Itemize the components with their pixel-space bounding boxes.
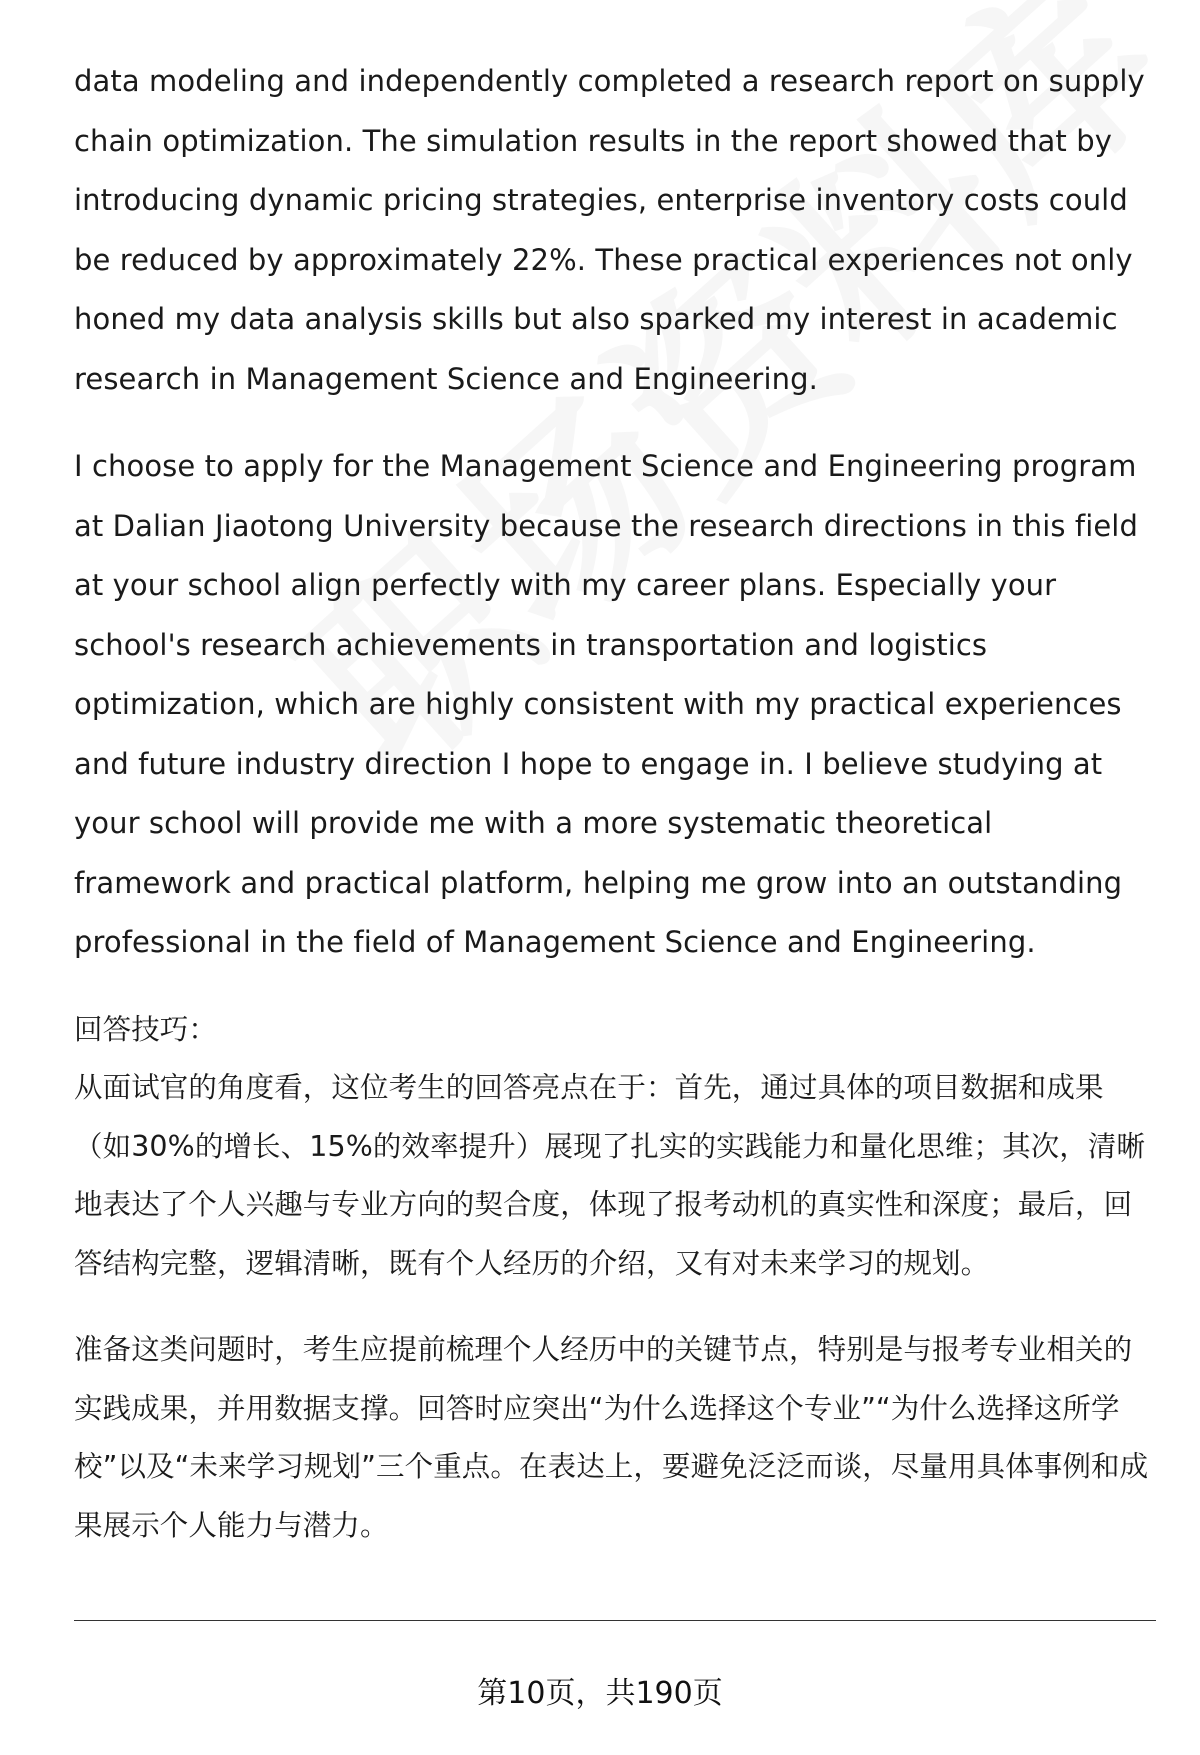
tips-heading: 回答技巧： bbox=[74, 1012, 218, 1046]
tips-paragraph-2: 准备这类问题时，考生应提前梳理个人经历中的关键节点，特别是与报考专业相关的实践成果，并用数据支撑。回答时应突出“为什么选择这个专业”“为什么选择这所学校”以及“未来学习规划”三个重点。在表达上，要避免泛泛而谈，尽量用具体事例和成果展示个人能力与潜力。 bbox=[74, 1333, 1149, 1542]
tips-paragraph-1: 从面试官的角度看，这位考生的回答亮点在于：首先，通过具体的项目数据和成果（如30%的增长、15%的效率提升）展现了扎实的实践能力和量化思维；其次，清晰地表达了个人兴趣与专业方向的契合度，体现了报考动机的真实性和深度；最后，回答结构完整，逻辑清晰，既有个人经历的介绍，又有对未来学习的规划。 bbox=[74, 1071, 1146, 1280]
footer-divider bbox=[74, 1620, 1156, 1621]
page-number: 第10页，共190页 bbox=[477, 1676, 723, 1711]
page-content bbox=[74, 52, 1156, 1555]
body-paragraph-2: I choose to apply for the Management Science and Engineering program at Dalian Jiaotong University because the research directions in this field at your school align perfectly with my career plans. Especially your school's research achievements in transportation and logistics optimization, which are highly consistent with my practical experiences and future industry direction I hope to engage in. I believe studying at your school will provide me with a more systematic theoretical framework and practical platform, helping me grow into an outstanding professional in the field of Management Science and Engineering. bbox=[74, 449, 1138, 959]
body-paragraph-1: data modeling and independently completed a research report on supply chain optimization. The simulation results in the report showed that by introducing dynamic pricing strategies, enterprise inventory costs could be reduced by approximately 22%. These practical experiences not only honed my data analysis skills but also sparked my interest in academic research in Management Science and Engineering. bbox=[74, 64, 1145, 396]
